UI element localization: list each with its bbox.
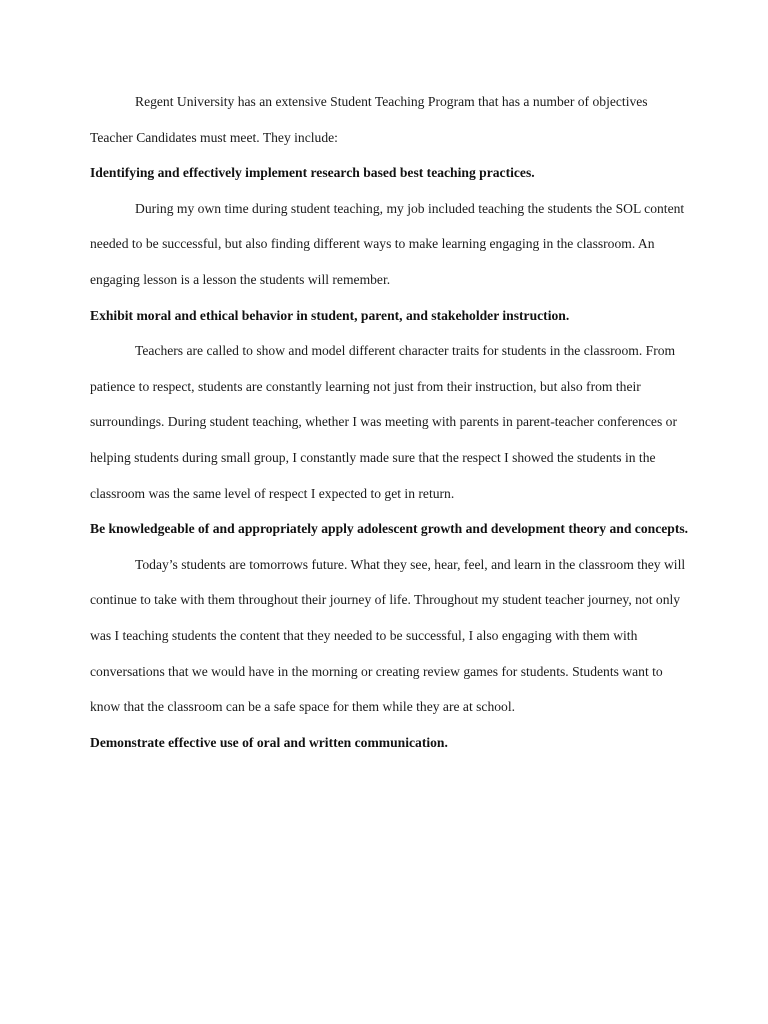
document-page (90, 84, 690, 760)
section-body-teaching-practices: During my own time during student teaching, my job included teaching the students the SOL content needed to be successful, but also finding different ways to make learning engaging in the classroom. An engaging lesson is a lesson the students will remember. (90, 200, 685, 287)
section-heading-moral-behavior: Exhibit moral and ethical behavior in student, parent, and stakeholder instruction. (90, 307, 570, 323)
section-heading-growth-development: Be knowledgeable of and appropriately apply adolescent growth and development theory and concepts. (90, 521, 689, 537)
section-body-moral-behavior: Teachers are called to show and model different character traits for students in the classroom. From patience to respect, students are constantly learning not just from their instruction, but also from their surroundings. During student teaching, whether I was meeting with parents in parent-teacher conferences or helping students during small group, I constantly made sure that the respect I showed the students in the classroom was the same level of respect I expected to get in return. (90, 343, 677, 501)
section-heading-teaching-practices: Identifying and effectively implement research based best teaching practices. (90, 165, 535, 181)
intro-paragraph: Regent University has an extensive Student Teaching Program that has a number of objectives Teacher Candidates must meet. They include: (90, 94, 648, 145)
section-body-growth-development: Today’s students are tomorrows future. What they see, hear, feel, and learn in the classroom they will continue to take with them throughout their journey of life. Throughout my student teacher journey, not only was I teaching students the content that they needed to be successful, I also engaging with them with conversations that we would have in the morning or creating review games for students. Students want to know that the classroom can be a safe space for them while they are at school. (90, 556, 686, 715)
section-heading-communication: Demonstrate effective use of oral and written communication. (90, 734, 448, 750)
